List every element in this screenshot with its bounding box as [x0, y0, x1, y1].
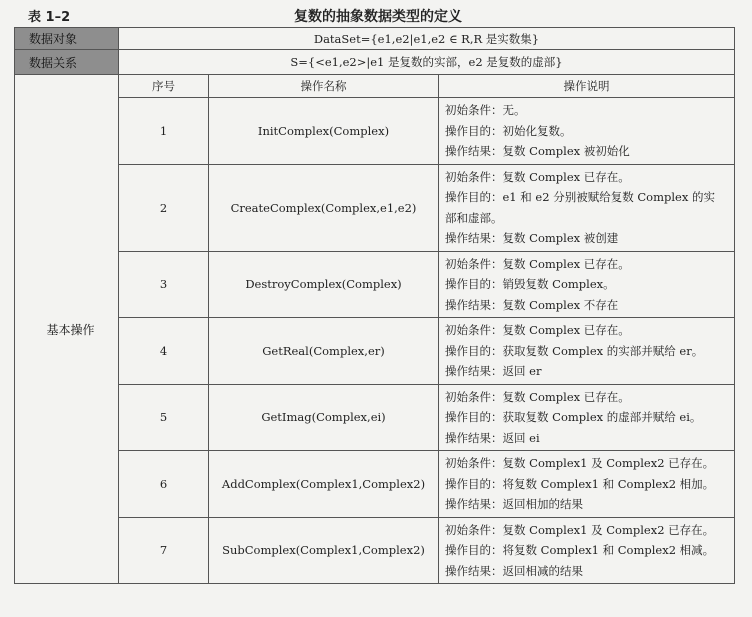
op-description-line: 操作结果：复数 Complex 被创建 [445, 231, 619, 245]
op-description [439, 318, 735, 385]
adt-definition-table [14, 27, 735, 584]
op-name: DestroyComplex(Complex) [209, 251, 439, 318]
op-description-line: 操作结果：复数 Complex 不存在 [445, 297, 619, 312]
data-object-row [15, 28, 735, 50]
op-description-line: 初始条件：复数 Complex 已存在。 [445, 169, 630, 184]
column-header-row [15, 75, 735, 98]
op-description-line: 操作结果：返回相减的结果 [445, 563, 583, 578]
op-description-line: 部和虚部。 [445, 210, 503, 225]
table-row [15, 384, 735, 451]
op-seq: 6 [119, 451, 209, 518]
op-name: InitComplex(Complex) [209, 98, 439, 165]
op-description [439, 98, 735, 165]
table-row [15, 164, 735, 251]
op-description [439, 451, 735, 518]
op-seq: 7 [119, 517, 209, 584]
op-seq: 4 [119, 318, 209, 385]
table-row [15, 98, 735, 165]
op-description-line: 操作目的：获取复数 Complex 的实部并赋给 er。 [445, 343, 704, 358]
data-object-label: 数据对象 [15, 28, 119, 50]
op-name: GetReal(Complex,er) [209, 318, 439, 385]
op-name: CreateComplex(Complex,e1,e2) [209, 164, 439, 251]
op-seq: 3 [119, 251, 209, 318]
header-seq: 序号 [119, 75, 209, 98]
table-row [15, 318, 735, 385]
op-description-line: 初始条件：复数 Complex 已存在。 [445, 323, 630, 337]
op-description-line: 初始条件：复数 Complex1 及 Complex2 已存在。 [445, 456, 715, 470]
op-seq: 1 [119, 98, 209, 165]
op-description-line: 初始条件：复数 Complex 已存在。 [445, 389, 630, 404]
op-description [439, 384, 735, 451]
header-desc: 操作说明 [439, 75, 735, 98]
data-relation-value: S={<e1,e2>|e1 是复数的实部，e2 是复数的虚部} [119, 50, 735, 75]
op-description-line: 操作目的：获取复数 Complex 的虚部并赋给 ei。 [445, 410, 702, 424]
data-object-value: DataSet={e1,e2|e1,e2 ∈ R,R 是实数集} [119, 28, 735, 50]
op-description-line: 操作结果：返回 er [445, 364, 542, 378]
op-seq: 5 [119, 384, 209, 451]
op-description-line: 操作结果：复数 Complex 被初始化 [445, 144, 630, 158]
op-description-line: 操作结果：返回 ei [445, 430, 540, 445]
data-relation-label: 数据关系 [15, 50, 119, 75]
op-description-line: 操作结果：返回相加的结果 [445, 497, 583, 511]
table-title: 复数的抽象数据类型的定义 [294, 9, 462, 25]
op-description [439, 251, 735, 318]
op-description-line: 初始条件：复数 Complex1 及 Complex2 已存在。 [445, 522, 715, 537]
op-description-line: 操作目的：将复数 Complex1 和 Complex2 相减。 [445, 543, 715, 557]
op-name: AddComplex(Complex1,Complex2) [209, 451, 439, 518]
op-description-line: 操作目的：销毁复数 Complex。 [445, 277, 615, 291]
op-description-line: 操作目的：e1 和 e2 分别被赋给复数 Complex 的实 [445, 190, 715, 204]
table-row [15, 251, 735, 318]
op-description [439, 517, 735, 584]
table-row [15, 517, 735, 584]
data-relation-row [15, 50, 735, 75]
op-description [439, 164, 735, 251]
op-name: SubComplex(Complex1,Complex2) [209, 517, 439, 584]
op-name: GetImag(Complex,ei) [209, 384, 439, 451]
op-seq: 2 [119, 164, 209, 251]
op-description-line: 操作目的：初始化复数。 [445, 123, 572, 138]
table-caption [28, 4, 728, 26]
basic-ops-label: 基本操作 [15, 75, 119, 584]
header-name: 操作名称 [209, 75, 439, 98]
op-description-line: 初始条件：无。 [445, 103, 526, 117]
op-description-line: 操作目的：将复数 Complex1 和 Complex2 相加。 [445, 476, 715, 491]
table-row [15, 451, 735, 518]
table-number: 表 1–2 [28, 10, 71, 25]
op-description-line: 初始条件：复数 Complex 已存在。 [445, 256, 630, 271]
